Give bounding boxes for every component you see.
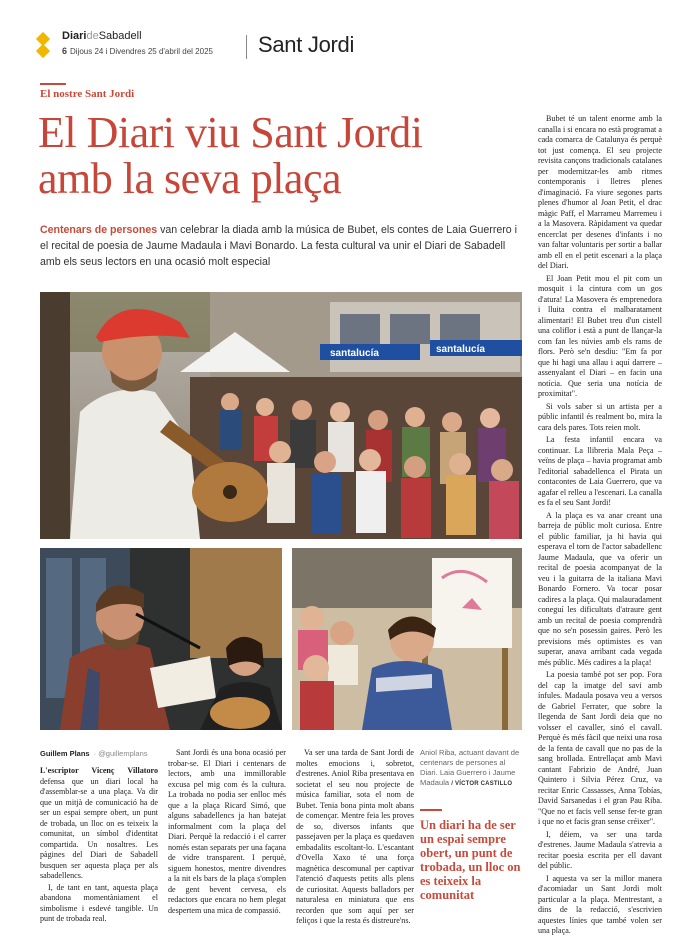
body-paragraph: La poesia també pot ser pop. Fora del cap la imatge del savi amb ínfules. Madaula posava veu a versos de Gabriel Ferrater, que sobre la llegenda de Sant Jordi deia que no volsser el cavaller, sinó el cavall. Perquè és més fàcil que neixi una rosa de la fenta de cavall que no pas de la sang brollada. Entrellaçat amb Mavi cantant Fabrizio de André, Juan Quintero i Silvia Pérez Cruz, va recitar Enric Cassasses, Anna Tobías, David Sarsanedas i el gran Pau Riba. "Que no et facis vell sense fer-te gran i que no et facis gran sense créixer". — [538, 670, 662, 826]
photographer-handle: · @guillemplans — [93, 749, 148, 758]
headline-line-1: El Diari viu Sant Jordi — [38, 108, 423, 157]
body-paragraph: La festa infantil encara va continuar. La llibreria Mala Peça – veïns de plaça – havia programat amb l'editorial sabadellenca el Pirata un contacontes de Laia Guerrero, que va agafar el relleu a l'escenari. La canalla es fa el seu Sant Jordi! — [538, 435, 662, 507]
lead-strong: Centenars de persones — [40, 224, 158, 236]
headline-line-2: amb la seva plaça — [38, 154, 342, 203]
body-column-1 — [40, 766, 158, 926]
main-photo — [40, 292, 522, 539]
poetry-recital-illustration — [40, 548, 282, 730]
photo-poetry-recital — [40, 548, 282, 730]
body-paragraph: El Joan Petit mou el pit com un mosquit i la cintura com un gos d'atura! La Masovera és emprenedora i lluita contra el malbaratament alimentari! El Bubet treu d'un cistell una coliflor i està a punt de llançar-la com fan les núvies amb els rams de flors. Però se'n desdiu: "Em fa por que hi hagi una allau i aquí darrere – assenyalant el Diari – en facin una notícia. Que seria una notícia de proximitat". — [538, 273, 662, 398]
photo-caption — [420, 748, 522, 789]
body-paragraph: I, déiem, va ser una tarda d'estrenes. Jaume Madaula s'atrevia a recitar poesia escrita per ell davant del públic. — [538, 829, 662, 870]
body-column-3 — [296, 748, 414, 928]
date-line: Dijous 24 i Divendres 25 d'abril del 2025 — [70, 47, 213, 56]
caption-text: Aniol Riba, actuant davant de centenars de persones al Diari. Laia Guerrero i Jaume Madaula — [420, 748, 520, 787]
caption-credit: / VÍCTOR CASTILLO — [451, 781, 513, 787]
header-divider — [246, 35, 247, 59]
lead-paragraph — [40, 222, 528, 270]
brand-name: DiarideSabadell — [62, 30, 142, 42]
shop-sign-2: santalucía — [436, 344, 485, 355]
page-number: 6 — [62, 46, 68, 56]
lead-text: van celebrar la diada amb la música de Bubet, els contes de Laia Guerrero i el recital de poesia de Jaume Madaula i Mavi Bonardo. La festa cultural va unir el Diari de Sabadell amb els seus lectors en una ocasió molt especial — [40, 224, 517, 268]
body-lead-in: L'escriptor Vicenç Villatoro — [40, 766, 158, 775]
photo-storytelling — [292, 548, 522, 730]
body-paragraph: A la plaça es va anar creant una barreja de públic molt curiosa. Entre el públic familiar, ja hi havia qui esperava el torn de l'actor sabadellenc Jaume Madaula, que va oferir un recital de poesia acompanyat de la veu i la guitarra de la italiana Mavi Bonardo Fornero. Va tocar posar cadires a la plaça. Qui malauradament coneguí les dificultats d'atraure gent amb un recital de poesia comprendrà que no se'n posessin gaires. Però les previsions més optimistes es van superar, anava arribant cada vegada més públic. Més cadires a la plaça! — [538, 510, 662, 667]
main-photo-illustration — [40, 292, 522, 539]
kicker: El nostre Sant Jordi — [40, 88, 135, 100]
body-text: defensa que un diari local ha d'assemblar-se a una plaça. Va dir que un mitjà de comunicació ha de ser un espai sempre obert, un punt de trobada, un lloc on es teixeix la comunitat, un símbol d'identitat compartida. Un nosaltres. Les pàgines del Diari de Sabadell busquen ser aquesta plaça per als sabadellencs. — [40, 776, 158, 880]
body-paragraph: Bubet té un talent enorme amb la canalla i si encara no està programat a cada comarca de Catalunya és perquè tot just comença. El seu projecte revisita cançons tradicionals catalanes per modernitzar-les amb ritmes contemporanis i lletres plenes d'imaginació. Fa viure segones parts plenes d'humor al Joan Petit, el drac màgic Paff, el Marrameu Marremeu i a la Masovera. Ràpidament va quedar encerclat per desenes d'infants i no van faltar voluntaris per sortir a ballar amb ell en el petit escenari a la plaça del Diari. — [538, 114, 662, 270]
shop-sign-1: santalucía — [330, 348, 379, 359]
body-paragraph: I, de tant en tant, aquesta plaça abandona momentàniament el simbolisme i esdevé tangible. Un punt de trobada real. — [40, 882, 158, 923]
page-date-line — [62, 46, 213, 56]
pull-quote-rule — [420, 809, 442, 811]
photo-credit — [40, 749, 148, 758]
body-paragraph: Sant Jordi és una bona ocasió per trobar-se. El Diari i centenars de lectors, amb una immillorable excusa pel mig com és la cultura. La trobada no podia ser enlloc més que a la plaça Ricard Simó, que alguns sabadellencs ja han batejat informalment com la plaça del Diari. Perquè la redacció i el carrer només estan separats per una façana de vidre transparent. I perquè, siguem honestos, mentre divendres a la nit els bars de la plaça s'omplen de gent bevent cervesa, els redactors que encara no hem plegat despertem una mica de compassió. — [168, 748, 286, 915]
body-column-2 — [168, 748, 286, 917]
storytelling-illustration — [292, 548, 522, 730]
right-body-column — [538, 114, 662, 939]
pull-quote: Un diari ha de ser un espai sempre obert, un punt de trobada, un lloc on es teixeix la comunitat — [420, 818, 521, 902]
body-paragraph: Si vols saber si un artista per a públic infantil és realment bo, mira la cara dels pares. Tots reien molt. — [538, 401, 662, 432]
body-paragraph: I aquesta va ser la millor manera d'acomiadar un Sant Jordi molt particular a la plaça. Mentrestant, a dins de la redacció, s'escrivien aquestes línies que també volen ser una plaça. — [538, 873, 662, 935]
body-paragraph: Va ser una tarda de Sant Jordi de moltes emocions i, sobretot, d'estrenes. Aniol Riba presentava en societat el seu nou projecte de música familiar, sota el nom de Bubet. Tenia bona pinta molt abans de començar. Mentre feia les proves de so, diversos infants que passejaven per la plaça es quedaven embadalits escoltant-lo. L'escantant d'Ovella Xaxo té una força magnètica descomunal per captivar l'atenció d'aquests petits alls plens de curiositat. Aquests balladors per naturalesa en miniatura que ens recorden que som aquí per ser feliços i que la resta és distreure'ns. — [296, 748, 414, 925]
newspaper-logo-icon — [36, 34, 50, 60]
section-title: Sant Jordi — [258, 32, 355, 57]
kicker-rule — [40, 83, 66, 85]
headline — [38, 110, 538, 202]
photographer-name: Guillem Plans — [40, 749, 90, 758]
